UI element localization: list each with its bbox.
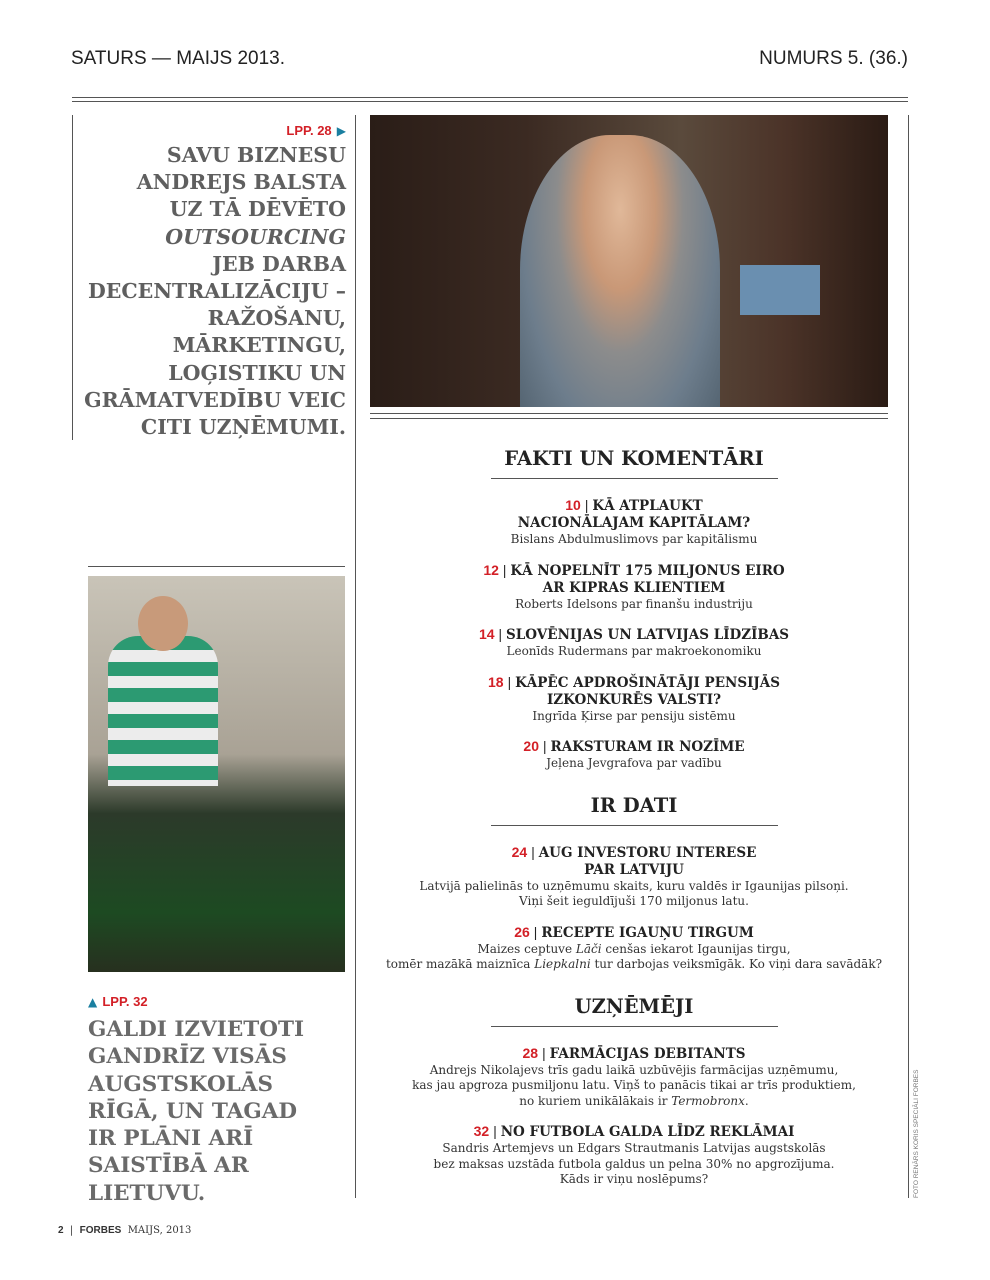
title-line: NO FUTBOLA GALDA LĪDZ REKLĀMAI xyxy=(500,1124,795,1140)
quote-line: GALDI IZVIETOTI xyxy=(88,1017,305,1042)
quote-line: RĪGĀ, UN TAGAD xyxy=(88,1098,298,1124)
toc-item-description xyxy=(370,644,898,660)
page-reference[interactable] xyxy=(80,120,346,139)
triangle-up-icon: ▲ xyxy=(88,995,98,1009)
quote-line: UZ TĀ DĒVĒTO xyxy=(169,197,346,222)
toc-page-number: 18 xyxy=(487,673,504,690)
header-divider xyxy=(72,101,908,102)
separator: | xyxy=(493,1124,497,1139)
toc-page-number: 12 xyxy=(483,561,499,578)
table-of-contents xyxy=(370,447,898,1188)
description-line xyxy=(370,597,898,613)
title-line: KĀ ATPLAUKT xyxy=(592,498,703,514)
text-segment: Latvijā palielinās to uzņēmumu skaits, kuru valdēs ir Igaunijas pilsoņi. xyxy=(419,878,849,893)
quote-line: SAISTĪBĀ AR xyxy=(88,1153,249,1179)
text-segment: Kāds ir viņu noslēpums? xyxy=(559,1172,709,1186)
toc-section xyxy=(370,995,898,1188)
title-line: SLOVĒNIJAS UN LATVIJAS LĪDZĪBAS xyxy=(506,627,790,643)
toc-item[interactable] xyxy=(370,738,898,772)
toc-item[interactable] xyxy=(370,1045,898,1110)
description-line xyxy=(370,756,898,772)
column-divider xyxy=(355,115,356,1198)
toc-item-description xyxy=(370,756,898,772)
italic-name: Liepkalni xyxy=(534,957,591,971)
description-line xyxy=(370,1094,898,1110)
toc-page-number: 26 xyxy=(514,923,530,940)
toc-page-number: 24 xyxy=(511,843,528,860)
toc-item-title xyxy=(370,497,898,532)
header-issue-number: NUMURS 5. (36.) xyxy=(759,48,908,69)
toc-item-title xyxy=(370,924,898,942)
toc-item-title xyxy=(370,738,898,756)
quote-line: IR PLĀNI ARĪ xyxy=(88,1126,254,1152)
page-ref-label: LPP. 32 xyxy=(102,994,148,1009)
separator: | xyxy=(502,562,507,578)
toc-item-description xyxy=(370,879,898,910)
toc-item[interactable] xyxy=(370,562,898,613)
text-segment: Roberts Idelsons par finanšu industriju xyxy=(515,596,753,611)
section-items xyxy=(370,1027,898,1188)
page-ref-label: LPP. 28 xyxy=(286,123,332,138)
italic-name: Lāči xyxy=(575,941,602,956)
toc-item-title xyxy=(370,674,898,709)
title-line: RAKSTURAM IR NOZĪME xyxy=(550,739,745,755)
toc-item-description xyxy=(370,597,898,613)
toc-item[interactable] xyxy=(370,674,898,725)
description-line xyxy=(370,894,898,910)
separator: | xyxy=(498,627,503,642)
text-segment: bez maksas uzstāda futbola galdus un pelna 30% no apgrozījuma. xyxy=(433,1156,835,1171)
separator: | xyxy=(531,844,535,860)
text-segment: cenšas iekarot Igaunijas tirgu, xyxy=(601,941,791,956)
toc-page-number: 14 xyxy=(478,626,495,642)
text-segment: tur darbojas veiksmīgāk. Ko viņi dara savādāk? xyxy=(590,957,883,971)
title-line: AR KIPRAS KLIENTIEM xyxy=(542,579,726,596)
text-segment: no kuriem unikālākais ir xyxy=(519,1093,672,1108)
text-segment: Andrejs Nikolajevs trīs gadu laikā uzbūvējis farmācijas uzņēmumu, xyxy=(429,1062,839,1077)
footer-date: MAIJS, 2013 xyxy=(127,1225,192,1236)
title-line: NACIONĀLAJAM KAPITĀLAM? xyxy=(517,515,751,531)
text-segment: kas jau apgroza pusmiljonu latu. Viņš to panācis tikai ar trīs produktiem, xyxy=(412,1078,856,1092)
title-line: RECEPTE IGAUŅU TIRGUM xyxy=(541,924,754,941)
text-segment: tomēr mazākā maiznīca xyxy=(385,957,535,971)
quote-line: LOĢISTIKU UN xyxy=(168,360,346,385)
description-line xyxy=(370,879,898,895)
toc-item-description xyxy=(370,709,898,725)
text-segment: Bislans Abdulmuslimovs par kapitālismu xyxy=(510,532,758,546)
photo-foosball-table xyxy=(88,576,345,972)
toc-item[interactable] xyxy=(370,497,898,548)
toc-section xyxy=(370,794,898,973)
toc-page-number: 10 xyxy=(565,497,581,513)
quote-line: DECENTRALIZĀCIJU – xyxy=(87,279,346,304)
text-segment: Leonīds Rudermans par makroekonomiku xyxy=(506,644,762,658)
toc-item-title xyxy=(370,844,898,879)
description-line xyxy=(370,942,898,958)
toc-item-title xyxy=(370,1123,898,1141)
description-line xyxy=(370,709,898,725)
column-divider xyxy=(908,115,909,1198)
separator: | xyxy=(584,498,589,513)
toc-item-description xyxy=(370,1063,898,1110)
title-line: PAR LATVIJU xyxy=(584,861,684,878)
description-line xyxy=(370,1063,898,1079)
toc-item[interactable] xyxy=(370,626,898,660)
separator: | xyxy=(542,739,547,754)
toc-item[interactable] xyxy=(370,924,898,973)
section-heading: FAKTI UN KOMENTĀRI xyxy=(491,447,778,479)
toc-page-number: 20 xyxy=(523,738,539,754)
page-footer xyxy=(58,1225,191,1236)
footer-separator: | xyxy=(69,1225,74,1236)
quote-line: JEB DARBA xyxy=(212,251,346,276)
feature-quote-top xyxy=(80,120,346,441)
description-line xyxy=(370,1172,898,1188)
header-divider xyxy=(72,97,908,98)
section-items xyxy=(370,479,898,772)
toc-section xyxy=(370,447,898,772)
quote-line: LIETUVU. xyxy=(88,1180,206,1206)
footer-brand: FORBES xyxy=(79,1225,122,1236)
quote-line: GRĀMATVEDĪBU VEIC xyxy=(84,387,346,412)
description-line xyxy=(370,644,898,660)
quote-line: RAŽOŠANU, xyxy=(207,306,346,331)
photo-divider xyxy=(370,418,888,419)
separator: | xyxy=(507,674,512,690)
toc-page-number: 28 xyxy=(522,1044,539,1061)
separator: | xyxy=(533,924,538,940)
photo-divider xyxy=(370,413,888,414)
toc-item-title xyxy=(370,626,898,644)
quote-line: GANDRĪZ VISĀS xyxy=(88,1044,287,1070)
description-line xyxy=(370,532,898,548)
italic-name: Termobronx xyxy=(671,1093,745,1108)
photo-credit: FOTO RENĀRS KORIS SPECIĀLI FORBES xyxy=(913,1069,920,1198)
toc-item-description xyxy=(370,942,898,973)
triangle-right-icon: ▶ xyxy=(336,124,346,138)
text-segment: Ingrīda Ķirse par pensiju sistēmu xyxy=(532,708,736,723)
text-segment: . xyxy=(744,1093,749,1108)
description-line xyxy=(370,1141,898,1157)
quote-line: OUTSOURCING xyxy=(165,224,346,249)
portrait-photo-andrejs-balsta xyxy=(370,115,888,407)
description-line xyxy=(370,1078,898,1094)
page-reference[interactable] xyxy=(88,991,348,1010)
quote-line: CITI UZŅĒMUMI. xyxy=(140,415,346,440)
toc-item-description xyxy=(370,1141,898,1188)
toc-item[interactable] xyxy=(370,844,898,910)
toc-item-title xyxy=(370,1045,898,1063)
title-line: KĀ NOPELNĪT 175 MILJONUS EIRO xyxy=(510,562,785,579)
quote-line: ANDREJS BALSTA xyxy=(136,170,346,195)
toc-item[interactable] xyxy=(370,1123,898,1188)
text-segment: Maizes ceptuve xyxy=(477,941,576,956)
title-line: IZKONKURĒS VALSTI? xyxy=(546,691,722,708)
toc-item-description xyxy=(370,532,898,548)
title-line: FARMĀCIJAS DEBITANTS xyxy=(549,1045,746,1062)
section-heading: IR DATI xyxy=(491,794,778,826)
title-line: KĀPĒC APDROŠINĀTĀJI PENSIJĀS xyxy=(515,674,781,691)
toc-page-number: 32 xyxy=(473,1123,490,1139)
header-section-date: SATURS — MAIJS 2013. xyxy=(71,48,285,69)
text-segment: Jeļena Jevgrafova par vadību xyxy=(546,756,722,770)
description-line xyxy=(370,1157,898,1173)
text-segment: Viņi šeit ieguldījuši 170 miljonus latu. xyxy=(519,894,749,908)
feature-quote-bottom xyxy=(88,991,348,1207)
section-items xyxy=(370,826,898,973)
text-segment: Sandris Artemjevs un Edgars Strautmanis Latvijas augstskolās xyxy=(442,1141,826,1155)
title-line: AUG INVESTORU INTERESE xyxy=(538,844,757,861)
quote-line: AUGSTSKOLĀS xyxy=(88,1071,274,1097)
column-divider xyxy=(72,115,73,440)
column-divider xyxy=(88,566,345,567)
page-number: 2 xyxy=(58,1225,64,1236)
quote-line: SAVU BIZNESU xyxy=(166,143,346,167)
quote-line: MĀRKETINGU, xyxy=(172,333,346,358)
separator: | xyxy=(542,1045,546,1061)
toc-item-title xyxy=(370,562,898,597)
description-line xyxy=(370,957,898,973)
section-heading: UZŅĒMĒJI xyxy=(491,995,778,1027)
